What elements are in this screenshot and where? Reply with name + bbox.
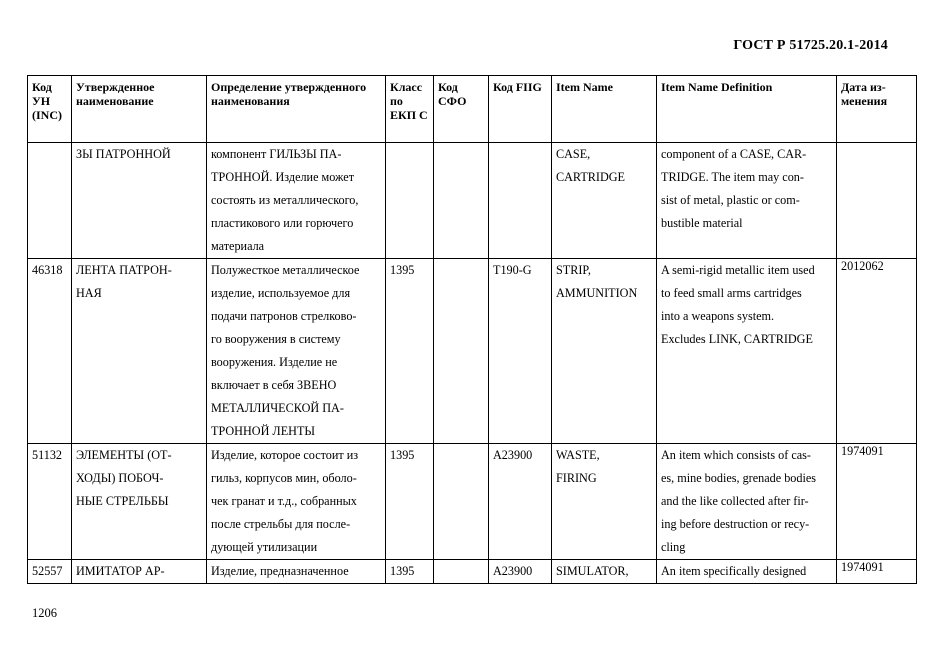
cell-class: 1395 [386, 444, 434, 560]
cell-item-name: WASTE, FIRING [552, 444, 657, 560]
cell-date: 1974091 [837, 444, 917, 560]
cell-name: ЭЛЕМЕНТЫ (ОТ- ХОДЫ) ПОБОЧ- НЫЕ СТРЕЛЬБЫ [72, 444, 207, 560]
cell-fiig [489, 143, 552, 259]
cell-item-definition: component of a CASE, CAR- TRIDGE. The item may con- sist of metal, plastic or com- bustible material [657, 143, 837, 259]
col-header-inc: Код УН (INC) [28, 76, 72, 143]
col-header-item-definition: Item Name Definition [657, 76, 837, 143]
col-header-fiig: Код FIIG [489, 76, 552, 143]
cell-class: 1395 [386, 560, 434, 584]
cell-fiig: T190-G [489, 259, 552, 444]
cell-inc [28, 143, 72, 259]
cell-date: 1974091 [837, 560, 917, 584]
cell-definition: Изделие, которое состоит из гильз, корпусов мин, оболо- чек гранат и т.д., собранных после стрельбы для после- дующей утилизации [207, 444, 386, 560]
cell-inc: 51132 [28, 444, 72, 560]
cell-definition: Полужесткое металлическое изделие, используемое для подачи патронов стрелково- го вооружения в систему вооружения. Изделие не включает в себя ЗВЕНО МЕТАЛЛИЧЕСКОЙ ПА- ТРОННОЙ ЛЕНТЫ [207, 259, 386, 444]
col-header-change-date: Дата из-менения [837, 76, 917, 143]
cell-date: 2012062 [837, 259, 917, 444]
items-table [27, 75, 917, 584]
cell-class [386, 143, 434, 259]
cell-name: ИМИТАТОР АР- [72, 560, 207, 584]
cell-class: 1395 [386, 259, 434, 444]
cell-definition: компонент ГИЛЬЗЫ ПА- ТРОННОЙ. Изделие может состоять из металлического, пластикового или горючего материала [207, 143, 386, 259]
cell-item-definition: An item which consists of cas- es, mine bodies, grenade bodies and the like collected after fir- ing before destruction or recy- cling [657, 444, 837, 560]
table-row [28, 259, 917, 444]
cell-fiig: A23900 [489, 560, 552, 584]
cell-inc: 46318 [28, 259, 72, 444]
table-row [28, 444, 917, 560]
cell-item-definition: A semi-rigid metallic item used to feed small arms cartridges into a weapons system. Excludes LINK, CARTRIDGE [657, 259, 837, 444]
table-header-row [28, 76, 917, 143]
cell-name: ЛЕНТА ПАТРОН- НАЯ [72, 259, 207, 444]
table-row [28, 560, 917, 584]
cell-sfo [434, 444, 489, 560]
cell-sfo [434, 143, 489, 259]
cell-item-definition: An item specifically designed [657, 560, 837, 584]
cell-item-name: SIMULATOR, [552, 560, 657, 584]
col-header-definition: Определение утвержденного наименования [207, 76, 386, 143]
cell-date [837, 143, 917, 259]
col-header-class: Класс по ЕКП С [386, 76, 434, 143]
col-header-sfo: Код СФО [434, 76, 489, 143]
cell-name: ЗЫ ПАТРОННОЙ [72, 143, 207, 259]
col-header-approved-name: Утвержденное наименование [72, 76, 207, 143]
cell-sfo [434, 259, 489, 444]
page-number: 1206 [32, 606, 57, 620]
cell-sfo [434, 560, 489, 584]
cell-item-name: STRIP, AMMUNITION [552, 259, 657, 444]
cell-definition: Изделие, предназначенное [207, 560, 386, 584]
cell-inc: 52557 [28, 560, 72, 584]
table-row [28, 143, 917, 259]
cell-fiig: A23900 [489, 444, 552, 560]
document-title: ГОСТ Р 51725.20.1-2014 [733, 38, 888, 53]
col-header-item-name: Item Name [552, 76, 657, 143]
cell-item-name: CASE, CARTRIDGE [552, 143, 657, 259]
